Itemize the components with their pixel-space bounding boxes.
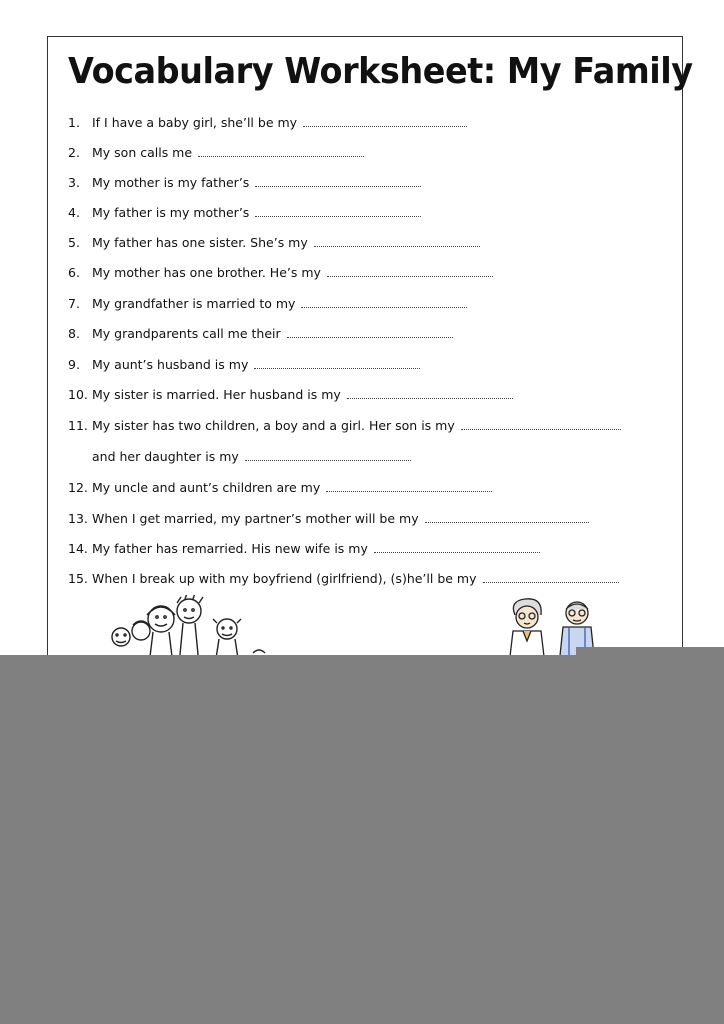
question-number: 12. xyxy=(68,480,88,495)
answer-blank[interactable] xyxy=(327,266,493,277)
question-number: 6. xyxy=(68,265,80,280)
question-text: If I have a baby girl, she’ll be my xyxy=(92,115,298,130)
answer-blank[interactable] xyxy=(287,327,453,338)
answer-blank[interactable] xyxy=(425,512,589,523)
question-text: My father is my mother’s xyxy=(92,205,250,220)
question-text: My uncle and aunt’s children are my xyxy=(92,480,321,495)
answer-blank[interactable] xyxy=(254,358,420,369)
question-number: 7. xyxy=(68,296,80,311)
question-number: 15. xyxy=(68,571,88,586)
answer-blank[interactable] xyxy=(374,542,540,553)
question-number: 14. xyxy=(68,541,88,556)
question-5 xyxy=(68,233,480,253)
question-text: When I break up with my boyfriend (girlfriend), (s)he’ll be my xyxy=(92,571,477,586)
question-number: 1. xyxy=(68,115,80,130)
answer-blank[interactable] xyxy=(255,206,421,217)
answer-blank[interactable] xyxy=(303,116,467,127)
question-text: My mother is my father’s xyxy=(92,175,250,190)
question-11 xyxy=(68,416,621,436)
question-text: My sister has two children, a boy and a girl. Her son is my xyxy=(92,418,455,433)
question-text: My father has one sister. She’s my xyxy=(92,235,308,250)
question-number: 13. xyxy=(68,511,88,526)
answer-blank[interactable] xyxy=(347,388,513,399)
answer-blank[interactable] xyxy=(314,236,480,247)
question-7 xyxy=(68,294,467,314)
answer-blank[interactable] xyxy=(245,450,411,461)
question-1 xyxy=(68,113,467,133)
grey-overlay xyxy=(0,655,724,1024)
worksheet-page xyxy=(47,36,693,676)
answer-blank[interactable] xyxy=(255,176,421,187)
question-12 xyxy=(68,478,492,498)
question-text: and her daughter is my xyxy=(92,449,239,464)
question-number: 5. xyxy=(68,235,80,250)
question-text: My mother has one brother. He’s my xyxy=(92,265,321,280)
question-15 xyxy=(68,569,619,589)
question-number: 4. xyxy=(68,205,80,220)
question-number: 3. xyxy=(68,175,80,190)
question-text: My grandfather is married to my xyxy=(92,296,296,311)
worksheet-title: Vocabulary Worksheet: My Family xyxy=(68,51,693,92)
answer-blank[interactable] xyxy=(483,572,619,583)
question-text: My grandparents call me their xyxy=(92,326,281,341)
question-text: My son calls me xyxy=(92,145,193,160)
answer-blank[interactable] xyxy=(301,297,467,308)
question-13 xyxy=(68,509,589,529)
question-10 xyxy=(68,385,513,405)
question-3 xyxy=(68,173,421,193)
question-6 xyxy=(68,263,493,283)
answer-blank[interactable] xyxy=(461,419,621,430)
question-8 xyxy=(68,324,453,344)
question-number: 9. xyxy=(68,357,80,372)
question-9 xyxy=(68,355,420,375)
question-text: My sister is married. Her husband is my xyxy=(92,387,341,402)
question-text: My father has remarried. His new wife is my xyxy=(92,541,368,556)
question-text: My aunt’s husband is my xyxy=(92,357,249,372)
question-number: 8. xyxy=(68,326,80,341)
question-11-continued xyxy=(68,447,411,467)
answer-blank[interactable] xyxy=(198,146,364,157)
question-text: When I get married, my partner’s mother will be my xyxy=(92,511,419,526)
question-number: 2. xyxy=(68,145,80,160)
question-number: 10. xyxy=(68,387,88,402)
question-14 xyxy=(68,539,540,559)
question-2 xyxy=(68,143,364,163)
answer-blank[interactable] xyxy=(326,481,492,492)
question-4 xyxy=(68,203,421,223)
question-number: 11. xyxy=(68,418,88,433)
